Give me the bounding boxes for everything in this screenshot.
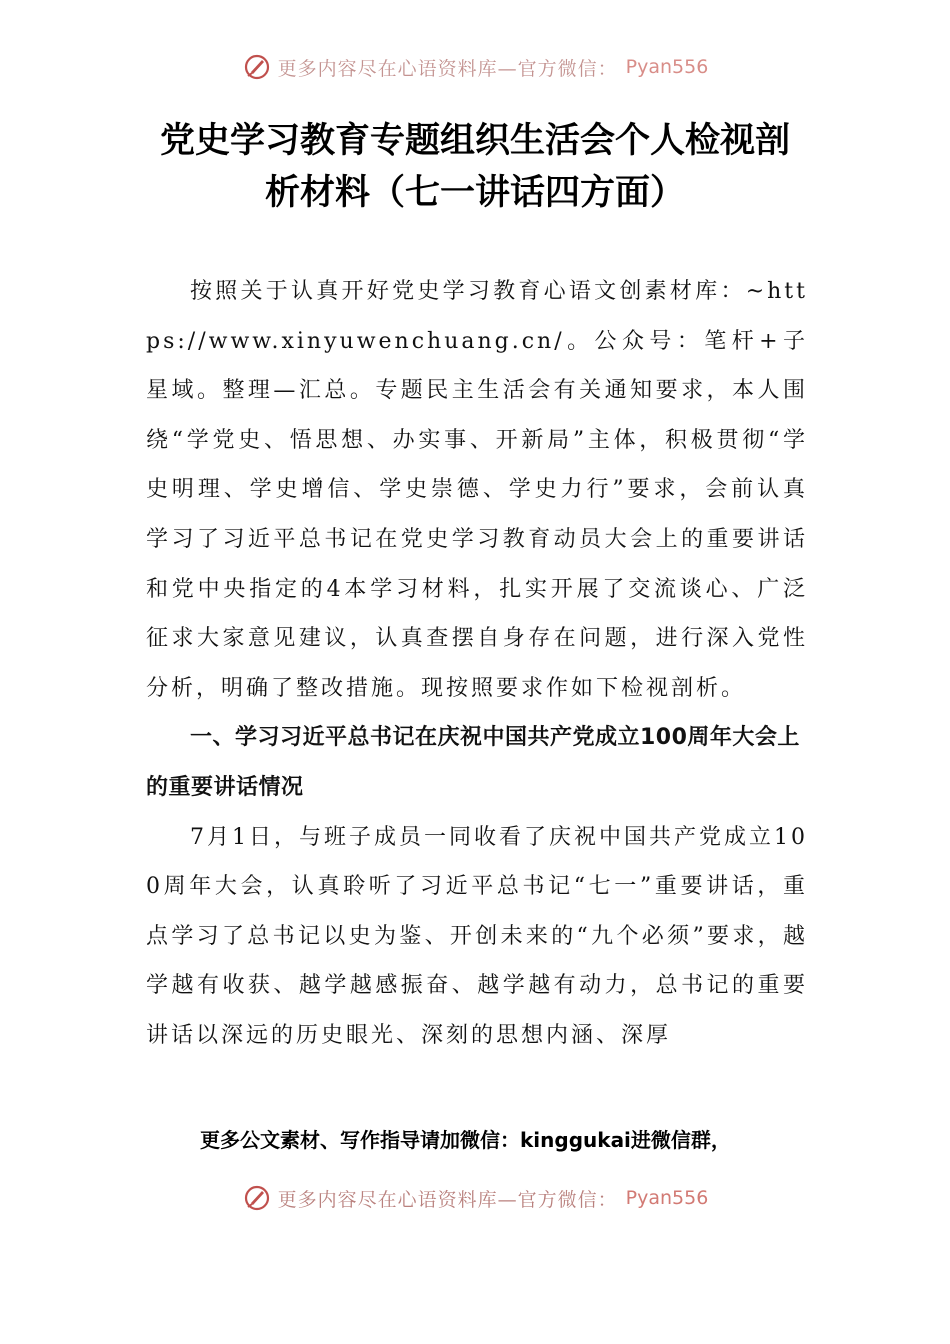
watermark-text: 更多内容尽在心语资料库—官方微信： [277,1188,618,1211]
document-body [146,267,808,1061]
document-title: 党史学习教育专题组织生活会个人检视剖析材料（七一讲话四方面） [159,121,790,213]
watermark-text: 更多内容尽在心语资料库—官方微信： [277,57,618,80]
bottom-watermark [0,1183,950,1213]
watermark-wechat-id: Pyan556 [625,56,709,78]
top-watermark [0,52,950,82]
watermark-wechat-id: Pyan556 [625,1187,709,1209]
section-1-paragraph: 7月1日，与班子成员一同收看了庆祝中国共产党成立100周年大会，认真聆听了习近平总书记“七一”重要讲话，重点学习了总书记以史为鉴、开创未来的“九个必须”要求，越学越有收获、越学越感振奋、越学越有动力，总书记的重要讲话以深远的历史眼光、深刻的思想内涵、深厚 [146,824,808,1048]
logo-icon [242,52,272,82]
footer-note: 更多公文素材、写作指导请加微信：kinggukai进微信群， [200,1128,731,1152]
logo-icon [242,1183,272,1213]
intro-paragraph: 按照关于认真开好党史学习教育心语文创素材库：~https://www.xinyuwenchuang.cn/。公众号：笔杆+子星域。整理—汇总。专题民主生活会有关通知要求，本人围绕“学党史、悟思想、办实事、开新局”主体，积极贯彻“学史明理、学史增信、学史崇德、学史力行”要求，会前认真学习了习近平总书记在党史学习教育动员大会上的重要讲话和党中央指定的4本学习材料，扎实开展了交流谈心、广泛征求大家意见建议，认真查摆自身存在问题，进行深入党性分析，明确了整改措施。现按照要求作如下检视剖析。 [146,279,808,701]
section-1-heading: 一、学习习近平总书记在庆祝中国共产党成立100周年大会上的重要讲话情况 [146,725,800,800]
